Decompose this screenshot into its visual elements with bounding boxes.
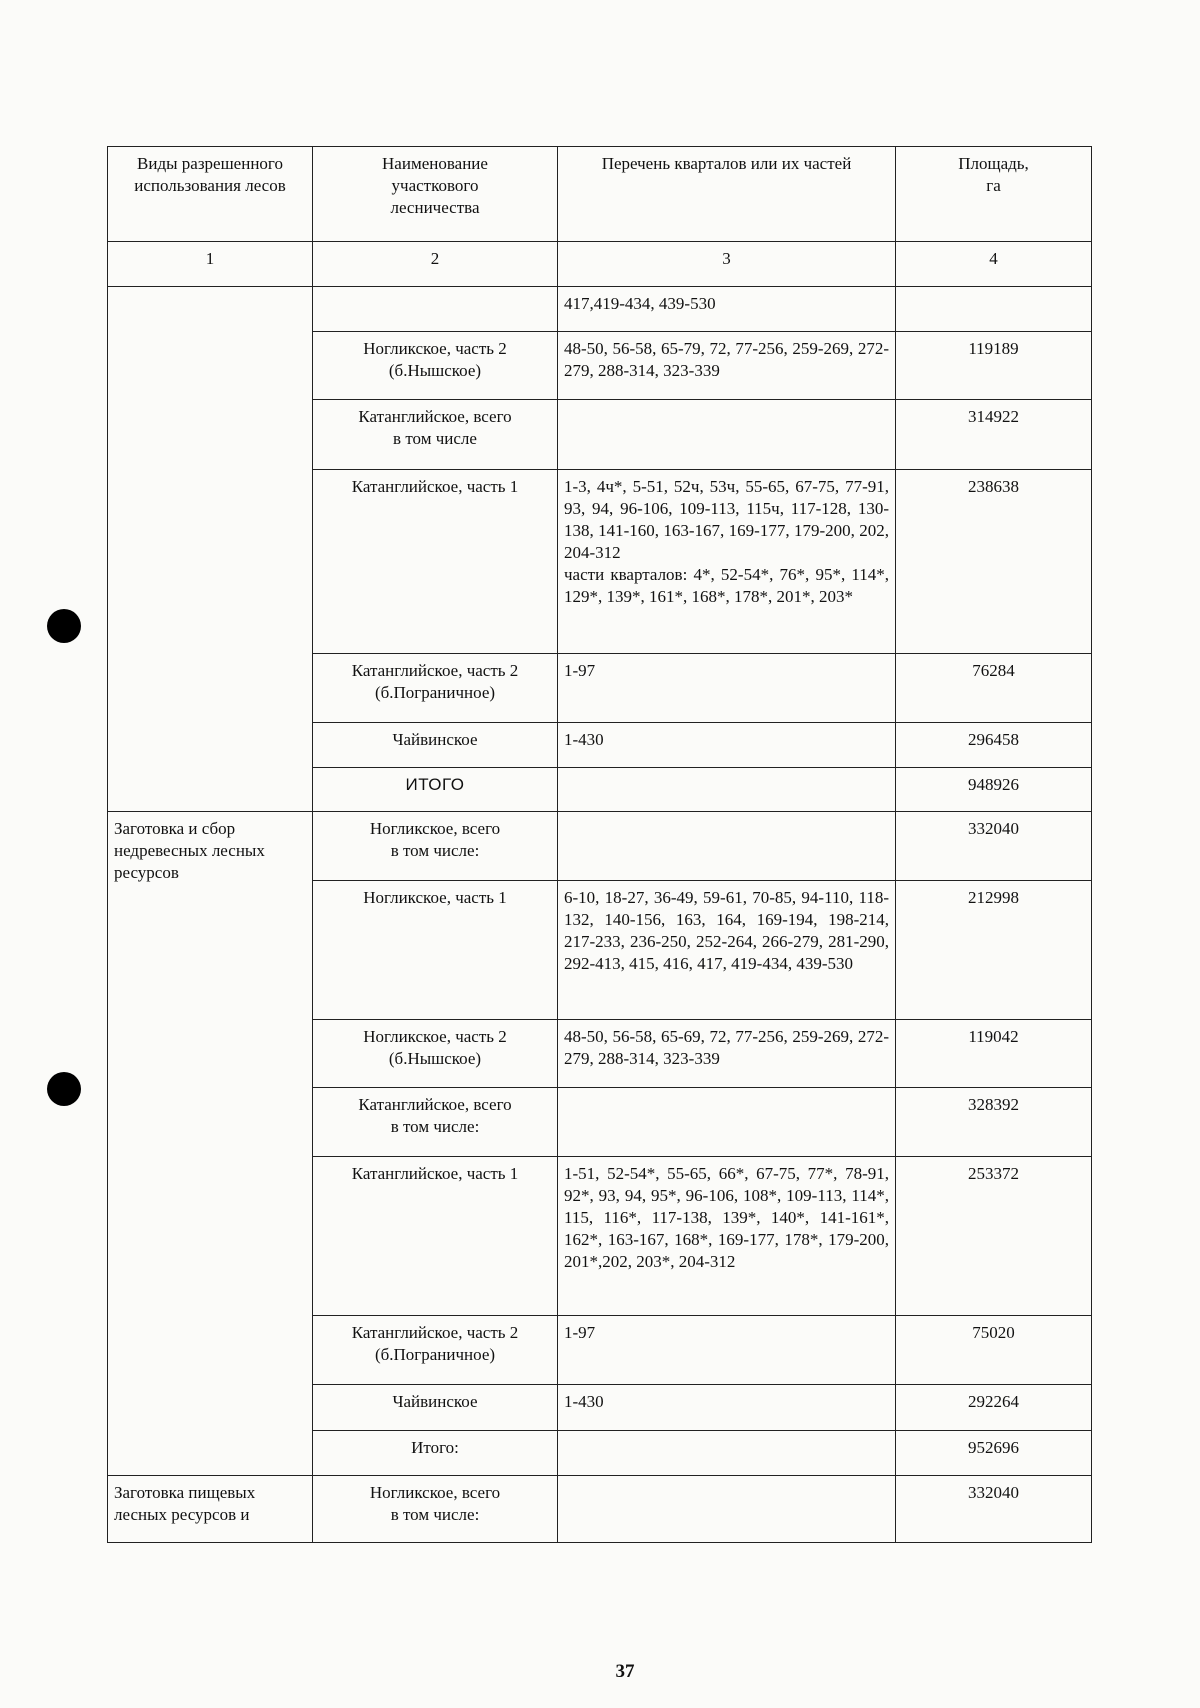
forestry-cell: Катанглийское, часть 2 (б.Пограничное) bbox=[313, 654, 558, 723]
quarters-cell: 48-50, 56-58, 65-79, 72, 77-256, 259-269, 272-279, 288-314, 323-339 bbox=[558, 332, 896, 400]
use-type-cell bbox=[108, 287, 313, 812]
forest-use-table bbox=[107, 146, 1092, 1543]
forestry-cell bbox=[313, 287, 558, 332]
quarters-cell: 1-97 bbox=[558, 1316, 896, 1385]
quarters-cell: 1-3, 4ч*, 5-51, 52ч, 53ч, 55-65, 67-75, 77-91, 93, 94, 96-106, 109-113, 115ч, 117-128, 130-138, 141-160, 163-167, 169-177, 179-200, 202, 204-312 части кварталов: 4*, 52-54*, 76*, 95*, 114*, 129*, 139*, 161*, 168*, 178*, 201*, 203* bbox=[558, 470, 896, 654]
area-cell: 292264 bbox=[896, 1385, 1092, 1431]
column-number: 3 bbox=[558, 242, 896, 287]
area-cell bbox=[896, 287, 1092, 332]
quarters-cell bbox=[558, 1431, 896, 1476]
forestry-cell: Катанглийское, всего в том числе: bbox=[313, 1088, 558, 1157]
header-quarters-list: Перечень кварталов или их частей bbox=[558, 147, 896, 242]
header-row bbox=[108, 147, 1092, 242]
area-cell: 238638 bbox=[896, 470, 1092, 654]
area-cell: 119189 bbox=[896, 332, 1092, 400]
quarters-cell bbox=[558, 1088, 896, 1157]
header-use-type: Виды разрешенного использования лесов bbox=[108, 147, 313, 242]
quarters-cell bbox=[558, 812, 896, 881]
area-cell: 75020 bbox=[896, 1316, 1092, 1385]
forestry-cell: Чайвинское bbox=[313, 723, 558, 768]
area-cell: 332040 bbox=[896, 812, 1092, 881]
forestry-cell: Ногликское, всего в том числе: bbox=[313, 1476, 558, 1543]
column-number: 2 bbox=[313, 242, 558, 287]
quarters-cell: 6-10, 18-27, 36-49, 59-61, 70-85, 94-110, 118-132, 140-156, 163, 164, 169-194, 198-214, 217-233, 236-250, 252-264, 266-279, 281-290, 292-413, 415, 416, 417, 419-434, 439-530 bbox=[558, 881, 896, 1020]
table-row bbox=[108, 1476, 1092, 1543]
binder-hole-bottom bbox=[47, 1072, 81, 1106]
use-type-cell: Заготовка и сбор недревесных лесных ресурсов bbox=[108, 812, 313, 1476]
area-cell: 328392 bbox=[896, 1088, 1092, 1157]
total-area: 948926 bbox=[896, 768, 1092, 812]
forestry-cell: Чайвинское bbox=[313, 1385, 558, 1431]
quarters-cell bbox=[558, 400, 896, 470]
total-area: 952696 bbox=[896, 1431, 1092, 1476]
quarters-cell: 1-430 bbox=[558, 723, 896, 768]
forestry-cell: Ногликское, всего в том числе: bbox=[313, 812, 558, 881]
table-row bbox=[108, 812, 1092, 881]
area-cell: 119042 bbox=[896, 1020, 1092, 1088]
forestry-cell: Ногликское, часть 2 (б.Нышское) bbox=[313, 332, 558, 400]
quarters-cell bbox=[558, 1476, 896, 1543]
column-number-row bbox=[108, 242, 1092, 287]
area-cell: 314922 bbox=[896, 400, 1092, 470]
total-label: Итого: bbox=[313, 1431, 558, 1476]
quarters-cell bbox=[558, 768, 896, 812]
table-row bbox=[108, 287, 1092, 332]
area-cell: 212998 bbox=[896, 881, 1092, 1020]
forestry-cell: Ногликское, часть 1 bbox=[313, 881, 558, 1020]
area-cell: 76284 bbox=[896, 654, 1092, 723]
column-number: 4 bbox=[896, 242, 1092, 287]
quarters-cell: 1-51, 52-54*, 55-65, 66*, 67-75, 77*, 78-91, 92*, 93, 94, 95*, 96-106, 108*, 109-113, 114*, 115, 116*, 117-138, 139*, 140*, 141-161*, 162*, 163-167, 168*, 169-177, 178*, 179-200, 201*,202, 203*, 204-312 bbox=[558, 1157, 896, 1316]
forestry-cell: Катанглийское, всего в том числе bbox=[313, 400, 558, 470]
header-area: Площадь, га bbox=[896, 147, 1092, 242]
forestry-cell: Катанглийское, часть 1 bbox=[313, 1157, 558, 1316]
forestry-cell: Катанглийское, часть 2 (б.Пограничное) bbox=[313, 1316, 558, 1385]
quarters-cell: 1-97 bbox=[558, 654, 896, 723]
area-cell: 332040 bbox=[896, 1476, 1092, 1543]
forestry-cell: Ногликское, часть 2 (б.Нышское) bbox=[313, 1020, 558, 1088]
binder-hole-top bbox=[47, 609, 81, 643]
column-number: 1 bbox=[108, 242, 313, 287]
quarters-cell: 48-50, 56-58, 65-69, 72, 77-256, 259-269, 272-279, 288-314, 323-339 bbox=[558, 1020, 896, 1088]
quarters-cell: 417,419-434, 439-530 bbox=[558, 287, 896, 332]
quarters-cell: 1-430 bbox=[558, 1385, 896, 1431]
area-cell: 296458 bbox=[896, 723, 1092, 768]
use-type-cell: Заготовка пищевых лесных ресурсов и bbox=[108, 1476, 313, 1543]
header-forestry-name: Наименование участкового лесничества bbox=[313, 147, 558, 242]
total-label: ИТОГО bbox=[313, 768, 558, 812]
page-number: 37 bbox=[615, 1661, 635, 1682]
area-cell: 253372 bbox=[896, 1157, 1092, 1316]
forestry-cell: Катанглийское, часть 1 bbox=[313, 470, 558, 654]
